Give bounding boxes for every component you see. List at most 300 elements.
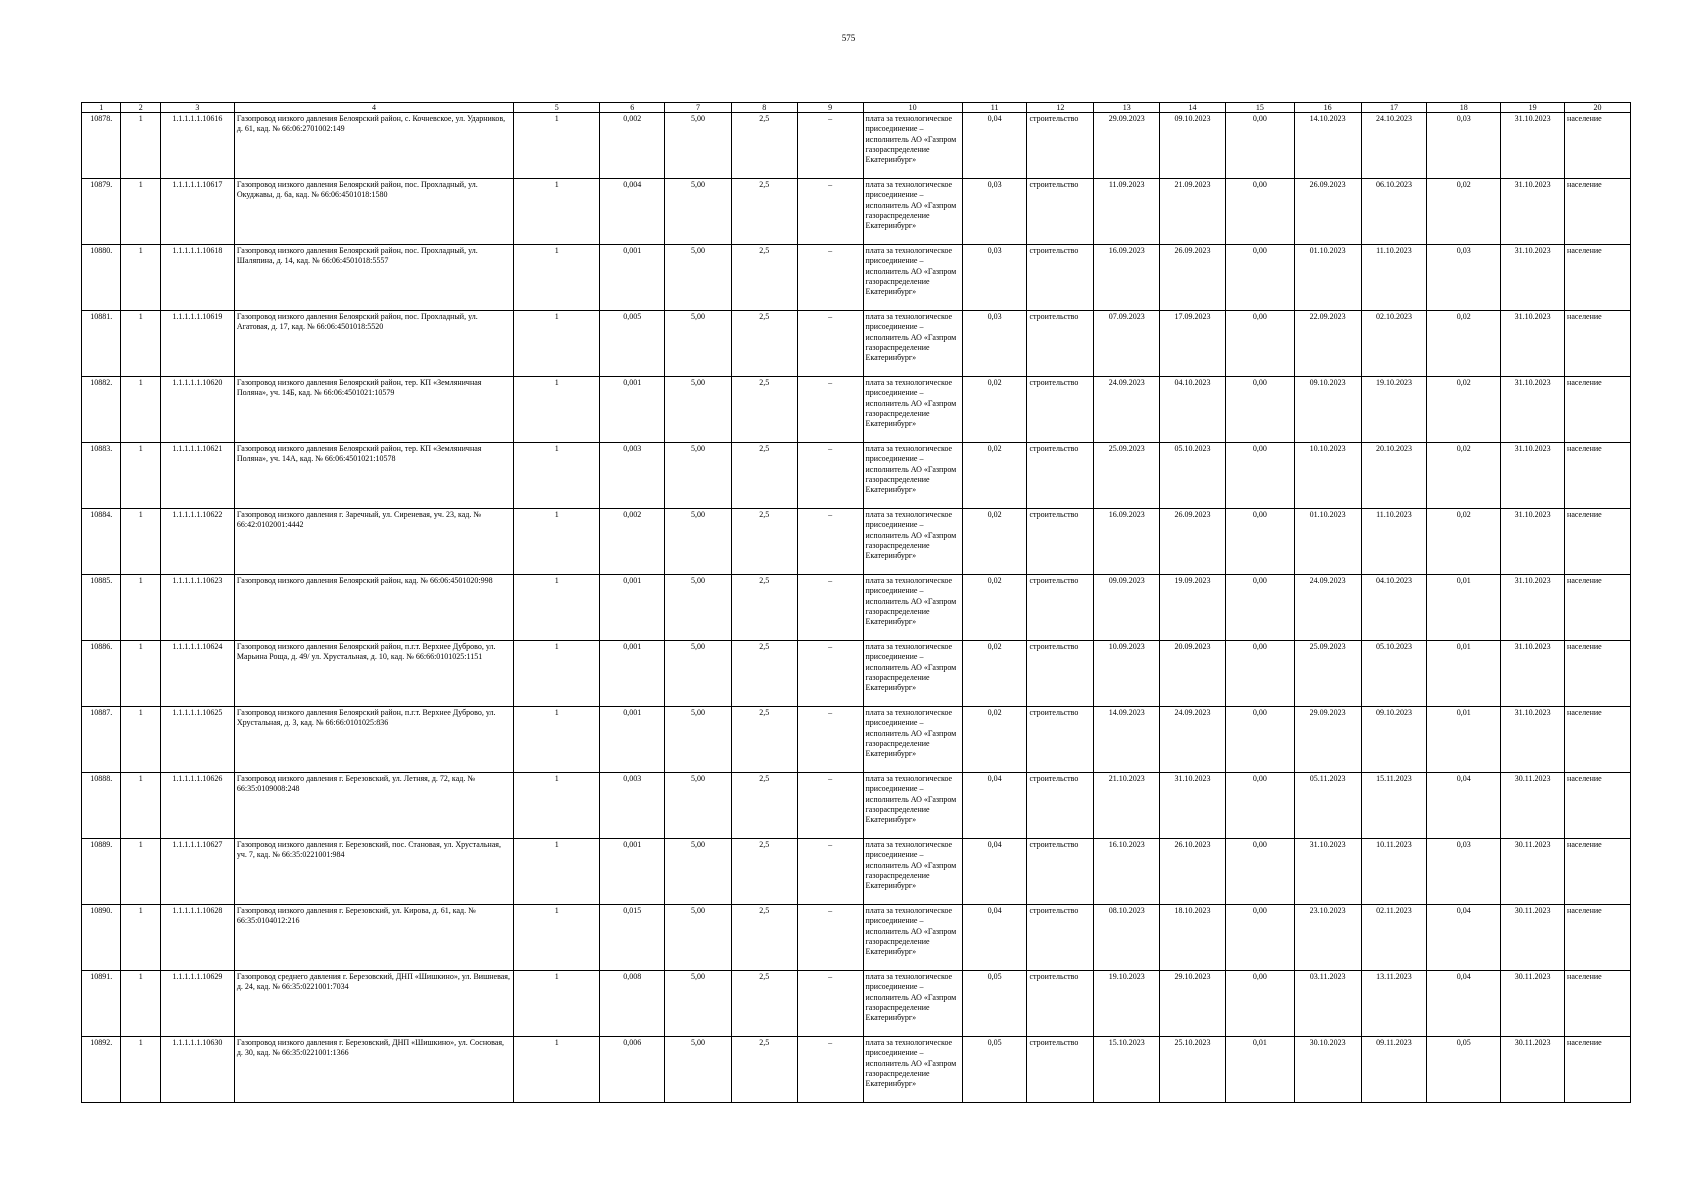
- col-8-value: 2,5: [731, 575, 797, 641]
- date-13: 16.10.2023: [1094, 839, 1160, 905]
- date-17: 15.11.2023: [1361, 773, 1427, 839]
- date-16: 09.10.2023: [1294, 377, 1361, 443]
- consumer-category: население: [1565, 179, 1631, 245]
- col-15-value: 0,00: [1225, 905, 1294, 971]
- funding-source: плата за технологическое присоединение – исполнитель АО «Газпром газораспределение Екатеринбург»: [863, 773, 962, 839]
- column-header: 2: [121, 103, 160, 113]
- row-number: 10878.: [82, 113, 121, 179]
- row-number: 10883.: [82, 443, 121, 509]
- object-description: Газопровод низкого давления г. Березовский, ул. Кирова, д. 61, кад. № 66:35:0104012:216: [234, 905, 513, 971]
- col-7-value: 5,00: [665, 1037, 732, 1103]
- col-2-value: 1: [121, 641, 160, 707]
- col-9-value: –: [797, 377, 863, 443]
- column-header: 9: [797, 103, 863, 113]
- col-6-value: 0,005: [600, 311, 665, 377]
- work-type: строительство: [1027, 377, 1094, 443]
- col-9-value: –: [797, 311, 863, 377]
- col-8-value: 2,5: [731, 509, 797, 575]
- col-15-value: 0,00: [1225, 113, 1294, 179]
- date-14: 17.09.2023: [1160, 311, 1226, 377]
- col-7-value: 5,00: [665, 509, 732, 575]
- col-9-value: –: [797, 575, 863, 641]
- col-2-value: 1: [121, 971, 160, 1037]
- col-8-value: 2,5: [731, 179, 797, 245]
- col-11-value: 0,02: [962, 509, 1027, 575]
- object-description: Газопровод низкого давления г. Березовский, пос. Становая, ул. Хрустальная, уч. 7, кад. № 66:35:0221001:984: [234, 839, 513, 905]
- col-6-value: 0,001: [600, 707, 665, 773]
- date-17: 02.11.2023: [1361, 905, 1427, 971]
- date-14: 21.09.2023: [1160, 179, 1226, 245]
- date-16: 30.10.2023: [1294, 1037, 1361, 1103]
- column-header: 4: [234, 103, 513, 113]
- col-9-value: –: [797, 509, 863, 575]
- row-number: 10885.: [82, 575, 121, 641]
- work-type: строительство: [1027, 905, 1094, 971]
- object-code: 1.1.1.1.1.10620: [160, 377, 234, 443]
- col-9-value: –: [797, 245, 863, 311]
- object-code: 1.1.1.1.1.10619: [160, 311, 234, 377]
- date-13: 29.09.2023: [1094, 113, 1160, 179]
- consumer-category: население: [1565, 377, 1631, 443]
- date-17: 09.11.2023: [1361, 1037, 1427, 1103]
- date-14: 09.10.2023: [1160, 113, 1226, 179]
- col-6-value: 0,004: [600, 179, 665, 245]
- col-15-value: 0,00: [1225, 641, 1294, 707]
- date-13: 24.09.2023: [1094, 377, 1160, 443]
- date-13: 21.10.2023: [1094, 773, 1160, 839]
- col-15-value: 0,00: [1225, 509, 1294, 575]
- table-row: [82, 839, 1631, 905]
- col-9-value: –: [797, 113, 863, 179]
- column-header: 11: [962, 103, 1027, 113]
- row-number: 10888.: [82, 773, 121, 839]
- object-code: 1.1.1.1.1.10628: [160, 905, 234, 971]
- col-18-value: 0,02: [1427, 311, 1501, 377]
- col-5-value: 1: [514, 839, 600, 905]
- col-18-value: 0,01: [1427, 707, 1501, 773]
- object-description: Газопровод низкого давления Белоярский район, тер. КП «Земляничная Поляна», уч. 14Б, кад. № 66:06:4501021:10579: [234, 377, 513, 443]
- column-header: 10: [863, 103, 962, 113]
- object-code: 1.1.1.1.1.10623: [160, 575, 234, 641]
- work-type: строительство: [1027, 971, 1094, 1037]
- row-number: 10889.: [82, 839, 121, 905]
- consumer-category: население: [1565, 311, 1631, 377]
- col-15-value: 0,00: [1225, 773, 1294, 839]
- col-2-value: 1: [121, 773, 160, 839]
- col-9-value: –: [797, 641, 863, 707]
- date-13: 25.09.2023: [1094, 443, 1160, 509]
- work-type: строительство: [1027, 839, 1094, 905]
- col-5-value: 1: [514, 245, 600, 311]
- col-8-value: 2,5: [731, 113, 797, 179]
- table-row: [82, 773, 1631, 839]
- funding-source: плата за технологическое присоединение – исполнитель АО «Газпром газораспределение Екатеринбург»: [863, 245, 962, 311]
- col-7-value: 5,00: [665, 575, 732, 641]
- date-13: 10.09.2023: [1094, 641, 1160, 707]
- col-2-value: 1: [121, 509, 160, 575]
- work-type: строительство: [1027, 1037, 1094, 1103]
- column-header: 17: [1361, 103, 1427, 113]
- col-7-value: 5,00: [665, 245, 732, 311]
- date-14: 31.10.2023: [1160, 773, 1226, 839]
- col-5-value: 1: [514, 311, 600, 377]
- date-19: 31.10.2023: [1501, 377, 1565, 443]
- date-19: 31.10.2023: [1501, 575, 1565, 641]
- col-2-value: 1: [121, 839, 160, 905]
- col-15-value: 0,00: [1225, 245, 1294, 311]
- column-header: 14: [1160, 103, 1226, 113]
- col-7-value: 5,00: [665, 641, 732, 707]
- date-17: 04.10.2023: [1361, 575, 1427, 641]
- col-15-value: 0,00: [1225, 443, 1294, 509]
- col-11-value: 0,04: [962, 113, 1027, 179]
- col-6-value: 0,001: [600, 377, 665, 443]
- date-19: 30.11.2023: [1501, 1037, 1565, 1103]
- date-14: 05.10.2023: [1160, 443, 1226, 509]
- object-description: Газопровод низкого давления Белоярский район, пос. Прохладный, ул. Шаляпина, д. 14, кад. № 66:06:4501018:5557: [234, 245, 513, 311]
- work-type: строительство: [1027, 773, 1094, 839]
- col-7-value: 5,00: [665, 377, 732, 443]
- col-9-value: –: [797, 707, 863, 773]
- col-2-value: 1: [121, 113, 160, 179]
- col-18-value: 0,02: [1427, 377, 1501, 443]
- col-8-value: 2,5: [731, 839, 797, 905]
- col-11-value: 0,02: [962, 377, 1027, 443]
- work-type: строительство: [1027, 311, 1094, 377]
- date-16: 05.11.2023: [1294, 773, 1361, 839]
- date-17: 10.11.2023: [1361, 839, 1427, 905]
- funding-source: плата за технологическое присоединение – исполнитель АО «Газпром газораспределение Екатеринбург»: [863, 707, 962, 773]
- date-16: 29.09.2023: [1294, 707, 1361, 773]
- column-header: 7: [665, 103, 732, 113]
- object-description: Газопровод низкого давления г. Березовский, ДНП «Шишкино», ул. Сосновая, д. 30, кад. № 66:35:0221001:1366: [234, 1037, 513, 1103]
- funding-source: плата за технологическое присоединение – исполнитель АО «Газпром газораспределение Екатеринбург»: [863, 1037, 962, 1103]
- date-16: 14.10.2023: [1294, 113, 1361, 179]
- row-number: 10879.: [82, 179, 121, 245]
- work-type: строительство: [1027, 113, 1094, 179]
- date-13: 15.10.2023: [1094, 1037, 1160, 1103]
- date-16: 01.10.2023: [1294, 509, 1361, 575]
- object-code: 1.1.1.1.1.10625: [160, 707, 234, 773]
- date-14: 29.10.2023: [1160, 971, 1226, 1037]
- funding-source: плата за технологическое присоединение – исполнитель АО «Газпром газораспределение Екатеринбург»: [863, 971, 962, 1037]
- consumer-category: население: [1565, 509, 1631, 575]
- object-description: Газопровод низкого давления Белоярский район, кад. № 66:06:4501020:998: [234, 575, 513, 641]
- col-18-value: 0,03: [1427, 839, 1501, 905]
- col-15-value: 0,00: [1225, 839, 1294, 905]
- date-16: 10.10.2023: [1294, 443, 1361, 509]
- col-2-value: 1: [121, 575, 160, 641]
- col-18-value: 0,02: [1427, 179, 1501, 245]
- date-17: 02.10.2023: [1361, 311, 1427, 377]
- object-code: 1.1.1.1.1.10616: [160, 113, 234, 179]
- date-16: 03.11.2023: [1294, 971, 1361, 1037]
- consumer-category: население: [1565, 575, 1631, 641]
- col-11-value: 0,04: [962, 773, 1027, 839]
- col-8-value: 2,5: [731, 641, 797, 707]
- row-number: 10880.: [82, 245, 121, 311]
- object-code: 1.1.1.1.1.10629: [160, 971, 234, 1037]
- col-15-value: 0,00: [1225, 179, 1294, 245]
- date-14: 24.09.2023: [1160, 707, 1226, 773]
- work-type: строительство: [1027, 443, 1094, 509]
- col-9-value: –: [797, 1037, 863, 1103]
- col-18-value: 0,04: [1427, 773, 1501, 839]
- col-2-value: 1: [121, 905, 160, 971]
- column-header: 20: [1565, 103, 1631, 113]
- consumer-category: население: [1565, 641, 1631, 707]
- register-body: [82, 113, 1631, 1103]
- funding-source: плата за технологическое присоединение – исполнитель АО «Газпром газораспределение Екатеринбург»: [863, 839, 962, 905]
- date-19: 30.11.2023: [1501, 971, 1565, 1037]
- date-19: 30.11.2023: [1501, 773, 1565, 839]
- col-5-value: 1: [514, 443, 600, 509]
- object-code: 1.1.1.1.1.10624: [160, 641, 234, 707]
- object-code: 1.1.1.1.1.10617: [160, 179, 234, 245]
- col-6-value: 0,003: [600, 773, 665, 839]
- consumer-category: население: [1565, 245, 1631, 311]
- date-17: 20.10.2023: [1361, 443, 1427, 509]
- date-19: 31.10.2023: [1501, 311, 1565, 377]
- col-18-value: 0,03: [1427, 245, 1501, 311]
- consumer-category: население: [1565, 773, 1631, 839]
- object-code: 1.1.1.1.1.10621: [160, 443, 234, 509]
- date-14: 18.10.2023: [1160, 905, 1226, 971]
- date-19: 31.10.2023: [1501, 113, 1565, 179]
- work-type: строительство: [1027, 707, 1094, 773]
- row-number: 10887.: [82, 707, 121, 773]
- date-19: 31.10.2023: [1501, 707, 1565, 773]
- object-code: 1.1.1.1.1.10626: [160, 773, 234, 839]
- table-row: [82, 245, 1631, 311]
- work-type: строительство: [1027, 641, 1094, 707]
- column-header: 3: [160, 103, 234, 113]
- col-6-value: 0,008: [600, 971, 665, 1037]
- col-11-value: 0,05: [962, 971, 1027, 1037]
- funding-source: плата за технологическое присоединение – исполнитель АО «Газпром газораспределение Екатеринбург»: [863, 113, 962, 179]
- funding-source: плата за технологическое присоединение – исполнитель АО «Газпром газораспределение Екатеринбург»: [863, 575, 962, 641]
- date-16: 26.09.2023: [1294, 179, 1361, 245]
- col-9-value: –: [797, 971, 863, 1037]
- date-13: 19.10.2023: [1094, 971, 1160, 1037]
- col-6-value: 0,006: [600, 1037, 665, 1103]
- col-2-value: 1: [121, 1037, 160, 1103]
- col-7-value: 5,00: [665, 839, 732, 905]
- column-header: 16: [1294, 103, 1361, 113]
- col-18-value: 0,02: [1427, 443, 1501, 509]
- col-2-value: 1: [121, 245, 160, 311]
- work-type: строительство: [1027, 575, 1094, 641]
- table-row: [82, 509, 1631, 575]
- col-9-value: –: [797, 179, 863, 245]
- work-type: строительство: [1027, 245, 1094, 311]
- date-14: 26.09.2023: [1160, 245, 1226, 311]
- col-5-value: 1: [514, 707, 600, 773]
- col-11-value: 0,03: [962, 311, 1027, 377]
- object-description: Газопровод низкого давления Белоярский район, п.г.т. Верхнее Дуброво, ул. Марьина Роща, д. 49/ ул. Хрустальная, д. 10, кад. № 66:66:0101025:1151: [234, 641, 513, 707]
- column-header: 6: [600, 103, 665, 113]
- col-5-value: 1: [514, 971, 600, 1037]
- col-5-value: 1: [514, 641, 600, 707]
- object-description: Газопровод низкого давления г. Березовский, ул. Летняя, д. 72, кад. № 66:35:0109008:248: [234, 773, 513, 839]
- date-13: 07.09.2023: [1094, 311, 1160, 377]
- object-description: Газопровод низкого давления г. Заречный, ул. Сиреневая, уч. 23, кад. № 66:42:0102001:4442: [234, 509, 513, 575]
- date-17: 24.10.2023: [1361, 113, 1427, 179]
- date-19: 31.10.2023: [1501, 179, 1565, 245]
- register-table: [81, 102, 1631, 1103]
- date-13: 11.09.2023: [1094, 179, 1160, 245]
- col-8-value: 2,5: [731, 707, 797, 773]
- col-9-value: –: [797, 905, 863, 971]
- row-number: 10881.: [82, 311, 121, 377]
- col-11-value: 0,04: [962, 839, 1027, 905]
- col-7-value: 5,00: [665, 311, 732, 377]
- col-9-value: –: [797, 839, 863, 905]
- date-19: 30.11.2023: [1501, 839, 1565, 905]
- column-header: 1: [82, 103, 121, 113]
- col-5-value: 1: [514, 179, 600, 245]
- col-11-value: 0,05: [962, 1037, 1027, 1103]
- col-5-value: 1: [514, 1037, 600, 1103]
- object-description: Газопровод низкого давления Белоярский район, пос. Прохладный, ул. Окуджавы, д. 6а, кад. № 66:06:4501018:1580: [234, 179, 513, 245]
- col-5-value: 1: [514, 113, 600, 179]
- date-17: 05.10.2023: [1361, 641, 1427, 707]
- col-7-value: 5,00: [665, 179, 732, 245]
- object-description: Газопровод среднего давления г. Березовский, ДНП «Шишкино», ул. Вишневая, д. 24, кад. № 66:35:0221001:7034: [234, 971, 513, 1037]
- col-18-value: 0,01: [1427, 641, 1501, 707]
- work-type: строительство: [1027, 179, 1094, 245]
- column-header: 13: [1094, 103, 1160, 113]
- consumer-category: население: [1565, 1037, 1631, 1103]
- column-header: 12: [1027, 103, 1094, 113]
- col-5-value: 1: [514, 377, 600, 443]
- table-row: [82, 113, 1631, 179]
- col-7-value: 5,00: [665, 905, 732, 971]
- funding-source: плата за технологическое присоединение – исполнитель АО «Газпром газораспределение Екатеринбург»: [863, 509, 962, 575]
- object-code: 1.1.1.1.1.10618: [160, 245, 234, 311]
- date-14: 25.10.2023: [1160, 1037, 1226, 1103]
- col-6-value: 0,002: [600, 509, 665, 575]
- funding-source: плата за технологическое присоединение – исполнитель АО «Газпром газораспределение Екатеринбург»: [863, 179, 962, 245]
- funding-source: плата за технологическое присоединение – исполнитель АО «Газпром газораспределение Екатеринбург»: [863, 311, 962, 377]
- col-11-value: 0,02: [962, 641, 1027, 707]
- funding-source: плата за технологическое присоединение – исполнитель АО «Газпром газораспределение Екатеринбург»: [863, 443, 962, 509]
- date-13: 14.09.2023: [1094, 707, 1160, 773]
- date-17: 11.10.2023: [1361, 245, 1427, 311]
- object-code: 1.1.1.1.1.10622: [160, 509, 234, 575]
- work-type: строительство: [1027, 509, 1094, 575]
- col-15-value: 0,00: [1225, 707, 1294, 773]
- date-13: 16.09.2023: [1094, 509, 1160, 575]
- table-row: [82, 179, 1631, 245]
- table-row: [82, 377, 1631, 443]
- col-6-value: 0,001: [600, 839, 665, 905]
- col-7-value: 5,00: [665, 773, 732, 839]
- col-15-value: 0,01: [1225, 1037, 1294, 1103]
- object-description: Газопровод низкого давления Белоярский район, тер. КП «Земляничная Поляна», уч. 14А, кад. № 66:06:4501021:10578: [234, 443, 513, 509]
- date-16: 24.09.2023: [1294, 575, 1361, 641]
- consumer-category: население: [1565, 905, 1631, 971]
- row-number: 10882.: [82, 377, 121, 443]
- col-2-value: 1: [121, 377, 160, 443]
- date-13: 09.09.2023: [1094, 575, 1160, 641]
- col-6-value: 0,001: [600, 575, 665, 641]
- table-row: [82, 641, 1631, 707]
- col-5-value: 1: [514, 509, 600, 575]
- date-13: 16.09.2023: [1094, 245, 1160, 311]
- table-row: [82, 443, 1631, 509]
- consumer-category: население: [1565, 113, 1631, 179]
- col-9-value: –: [797, 443, 863, 509]
- col-8-value: 2,5: [731, 971, 797, 1037]
- table-row: [82, 905, 1631, 971]
- date-17: 13.11.2023: [1361, 971, 1427, 1037]
- col-7-value: 5,00: [665, 707, 732, 773]
- col-6-value: 0,002: [600, 113, 665, 179]
- col-18-value: 0,04: [1427, 905, 1501, 971]
- date-17: 11.10.2023: [1361, 509, 1427, 575]
- page-number: 575: [841, 33, 856, 43]
- object-description: Газопровод низкого давления Белоярский район, с. Кочневское, ул. Ударников, д. 61, кад. № 66:06:2701002:149: [234, 113, 513, 179]
- funding-source: плата за технологическое присоединение – исполнитель АО «Газпром газораспределение Екатеринбург»: [863, 377, 962, 443]
- header-row: [82, 103, 1631, 113]
- column-header: 15: [1225, 103, 1294, 113]
- table-row: [82, 575, 1631, 641]
- col-8-value: 2,5: [731, 773, 797, 839]
- col-15-value: 0,00: [1225, 311, 1294, 377]
- col-8-value: 2,5: [731, 905, 797, 971]
- row-number: 10890.: [82, 905, 121, 971]
- col-18-value: 0,02: [1427, 509, 1501, 575]
- col-15-value: 0,00: [1225, 971, 1294, 1037]
- col-15-value: 0,00: [1225, 377, 1294, 443]
- table-row: [82, 311, 1631, 377]
- col-2-value: 1: [121, 707, 160, 773]
- column-header: 19: [1501, 103, 1565, 113]
- row-number: 10884.: [82, 509, 121, 575]
- col-8-value: 2,5: [731, 245, 797, 311]
- date-13: 08.10.2023: [1094, 905, 1160, 971]
- row-number: 10891.: [82, 971, 121, 1037]
- col-7-value: 5,00: [665, 971, 732, 1037]
- date-19: 31.10.2023: [1501, 443, 1565, 509]
- col-11-value: 0,04: [962, 905, 1027, 971]
- col-18-value: 0,03: [1427, 113, 1501, 179]
- col-2-value: 1: [121, 311, 160, 377]
- date-14: 04.10.2023: [1160, 377, 1226, 443]
- consumer-category: население: [1565, 971, 1631, 1037]
- table-row: [82, 1037, 1631, 1103]
- date-16: 31.10.2023: [1294, 839, 1361, 905]
- date-19: 31.10.2023: [1501, 245, 1565, 311]
- col-5-value: 1: [514, 773, 600, 839]
- col-9-value: –: [797, 773, 863, 839]
- funding-source: плата за технологическое присоединение – исполнитель АО «Газпром газораспределение Екатеринбург»: [863, 641, 962, 707]
- column-header: 5: [514, 103, 600, 113]
- date-19: 31.10.2023: [1501, 641, 1565, 707]
- row-number: 10886.: [82, 641, 121, 707]
- col-8-value: 2,5: [731, 443, 797, 509]
- column-header: 8: [731, 103, 797, 113]
- date-16: 01.10.2023: [1294, 245, 1361, 311]
- date-14: 26.10.2023: [1160, 839, 1226, 905]
- funding-source: плата за технологическое присоединение – исполнитель АО «Газпром газораспределение Екатеринбург»: [863, 905, 962, 971]
- col-8-value: 2,5: [731, 1037, 797, 1103]
- col-11-value: 0,03: [962, 179, 1027, 245]
- col-18-value: 0,04: [1427, 971, 1501, 1037]
- col-6-value: 0,001: [600, 245, 665, 311]
- col-11-value: 0,02: [962, 443, 1027, 509]
